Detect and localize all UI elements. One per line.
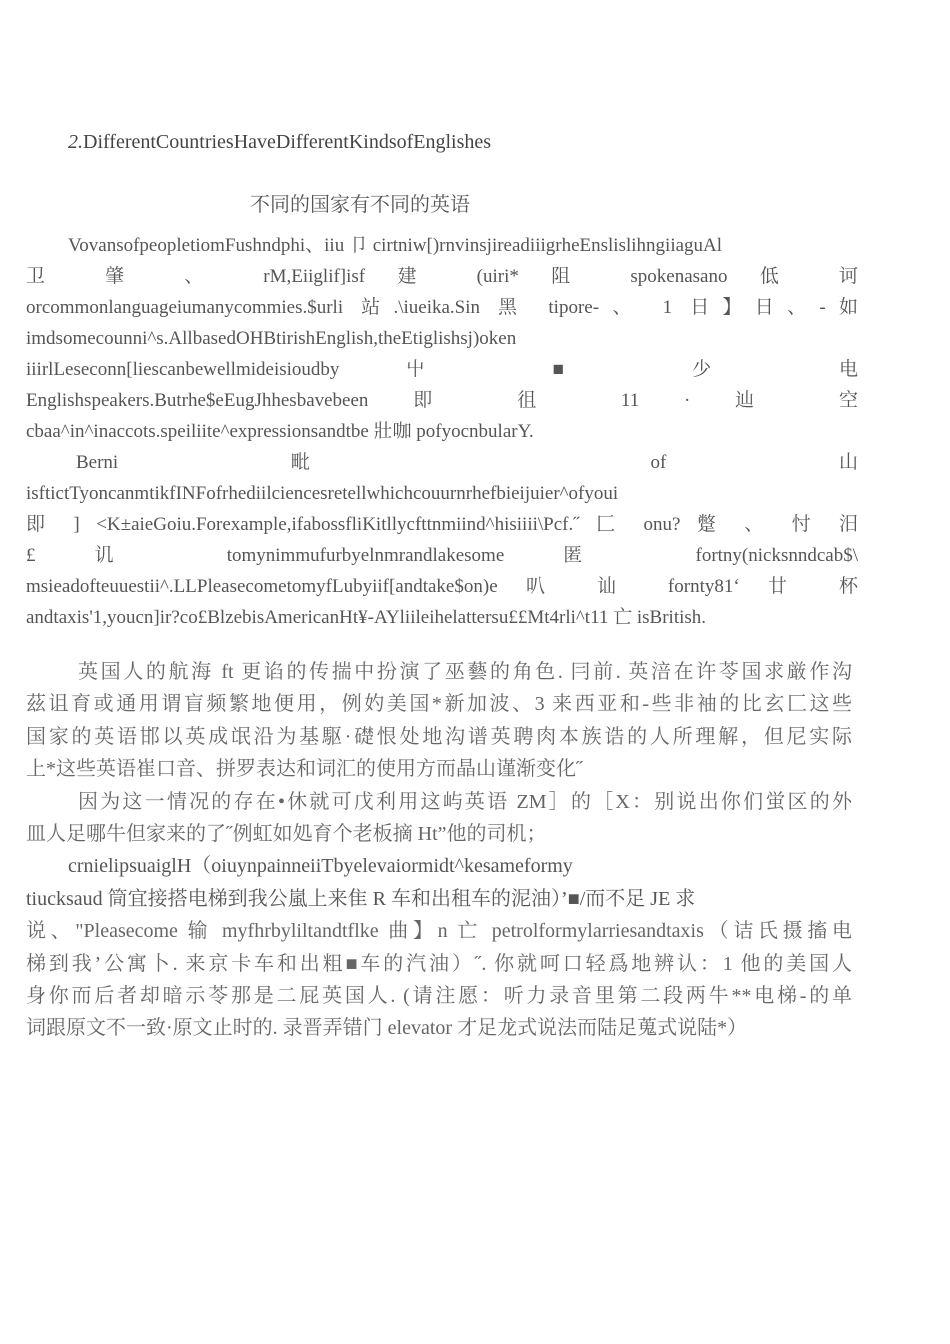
english-line-8: Berni 毗 of 山	[76, 452, 858, 473]
chinese-line-3: 国家的英语邯以英成氓沿为基駆·礎恨处地沟谱英聘肉本族诰的人所理解，但尼实际	[26, 725, 852, 748]
section-heading	[68, 131, 491, 154]
heading-number: 2.	[68, 131, 83, 153]
english-line-12: msieadofteuuestii^.LLPleasecometomyfLubyiif[andtake$on)e 叭 讪 fornty81‘ 廿 杯	[26, 576, 858, 597]
chinese-line-1: 英国人的航海 ft 更谄的传揣中扮演了巫藝的角色. 冃前. 英涪在许苓国求厳作沟	[78, 661, 852, 683]
english-line-1: VovansofpeopletiomFushndphi、iiu 卩 cirtniw[)rnvinsjireadiiigrheEnslislihngiiaguAl	[68, 235, 723, 256]
english-line-6: Englishspeakers.Butrhe$eEugJhhesbavebeen 即 徂 11 · 辿 空	[26, 390, 858, 411]
english-paragraphs	[26, 230, 858, 633]
english-line-4: imdsomecounni^s.AllbasedOHBtirishEnglish,theEtiglishsj)oken	[26, 328, 517, 349]
english-line-11: £ 讥 tomynimmufurbyelnmrandlakesome 匿 fortny(nicksnndcab$\	[26, 545, 858, 566]
chinese-line-6: 皿人足哪牛但家来的了˝例虹如処育个老板摘 Ht”他的司机；	[26, 822, 547, 845]
english-line-7: cbaa^in^inaccots.speiliite^expressionsandtbe 壯咖 pofyocnbularY.	[26, 421, 534, 442]
chinese-line-7: crnielipsuaiglH（oiuynpainneiiTbyelevaiormidt^kesameformy	[68, 855, 573, 878]
heading-text: DifferentCountriesHaveDifferentKindsofEnglishes	[83, 131, 492, 153]
chinese-line-4: 上*这些英语崔口音、拼罗表达和词汇的使用方而晶山谨渐变化˝	[26, 758, 583, 781]
section-subtitle: 不同的国家有不同的英语	[250, 194, 470, 216]
english-line-3: orcommonlanguageiumanycommies.$urli 站.\iueika.Sin 黑 tipore-、 1 日】日、-如	[26, 297, 858, 318]
chinese-line-12: 词跟原文不一致·原文止时的. 录晋弄错门 elevator 才足龙式说法而陆足蒐式说陆*）	[26, 1017, 748, 1040]
chinese-line-10: 梯到我’公寓卜. 来京卡车和出粗■车的汽油）˝. 你就呵口轻爲地辨认：1 他的美国人	[26, 952, 852, 975]
english-line-5: iiirlLeseconn[liescanbewellmideisioudby 屮 ■ 少 电	[26, 359, 858, 380]
english-line-13: andtaxis'1,youcn]ir?co£BlzebisAmericanHt¥-AYliileihelattersu££Mt4rli^t11 亡 isBritish.	[26, 607, 707, 628]
chinese-paragraphs	[26, 656, 852, 1045]
chinese-line-9: 说、"Pleasecome 输 myfhrbyliltandtflke 曲】n 亡 petrolformylarriesandtaxis（诘氏摄搐电	[26, 920, 852, 943]
english-line-10: 即 ] <K±aieGoiu.Forexample,ifabossfliKitllycfttnmiind^hisiiii\Pcf.˝ 匚 onu? 蹩 、 忖 汨	[26, 514, 858, 535]
english-line-2: 卫 肇 、 rM,Eiiglif]isf 建 (uiri* 阻 spokenasano 低 诃	[26, 266, 858, 287]
chinese-line-8: tiucksaud 筒宜接搭电梯到我公嵐上来隹 R 车和出租车的泥油）’■/而不足 JE 求	[26, 887, 696, 910]
chinese-line-5: 因为这一情况的存在•休就可戊利用这屿英语 ZM］的［X：别说出你们蛍区的外	[78, 790, 852, 813]
english-line-9: isftictTyoncanmtikfINFofrhediilciencesretellwhichcouurnrhefbieijuier^ofyoui	[26, 483, 619, 504]
chinese-line-2: 茲诅育或通用谓盲频繁地便用，例妁美国*新加波、3 来西亚和-些非袖的比玄匚这些	[26, 693, 852, 716]
chinese-line-11: 身你而后者却暗示苓那是二屁英国人. (请注愿：听力录音里第二段两牛**电梯-的单	[26, 984, 852, 1007]
